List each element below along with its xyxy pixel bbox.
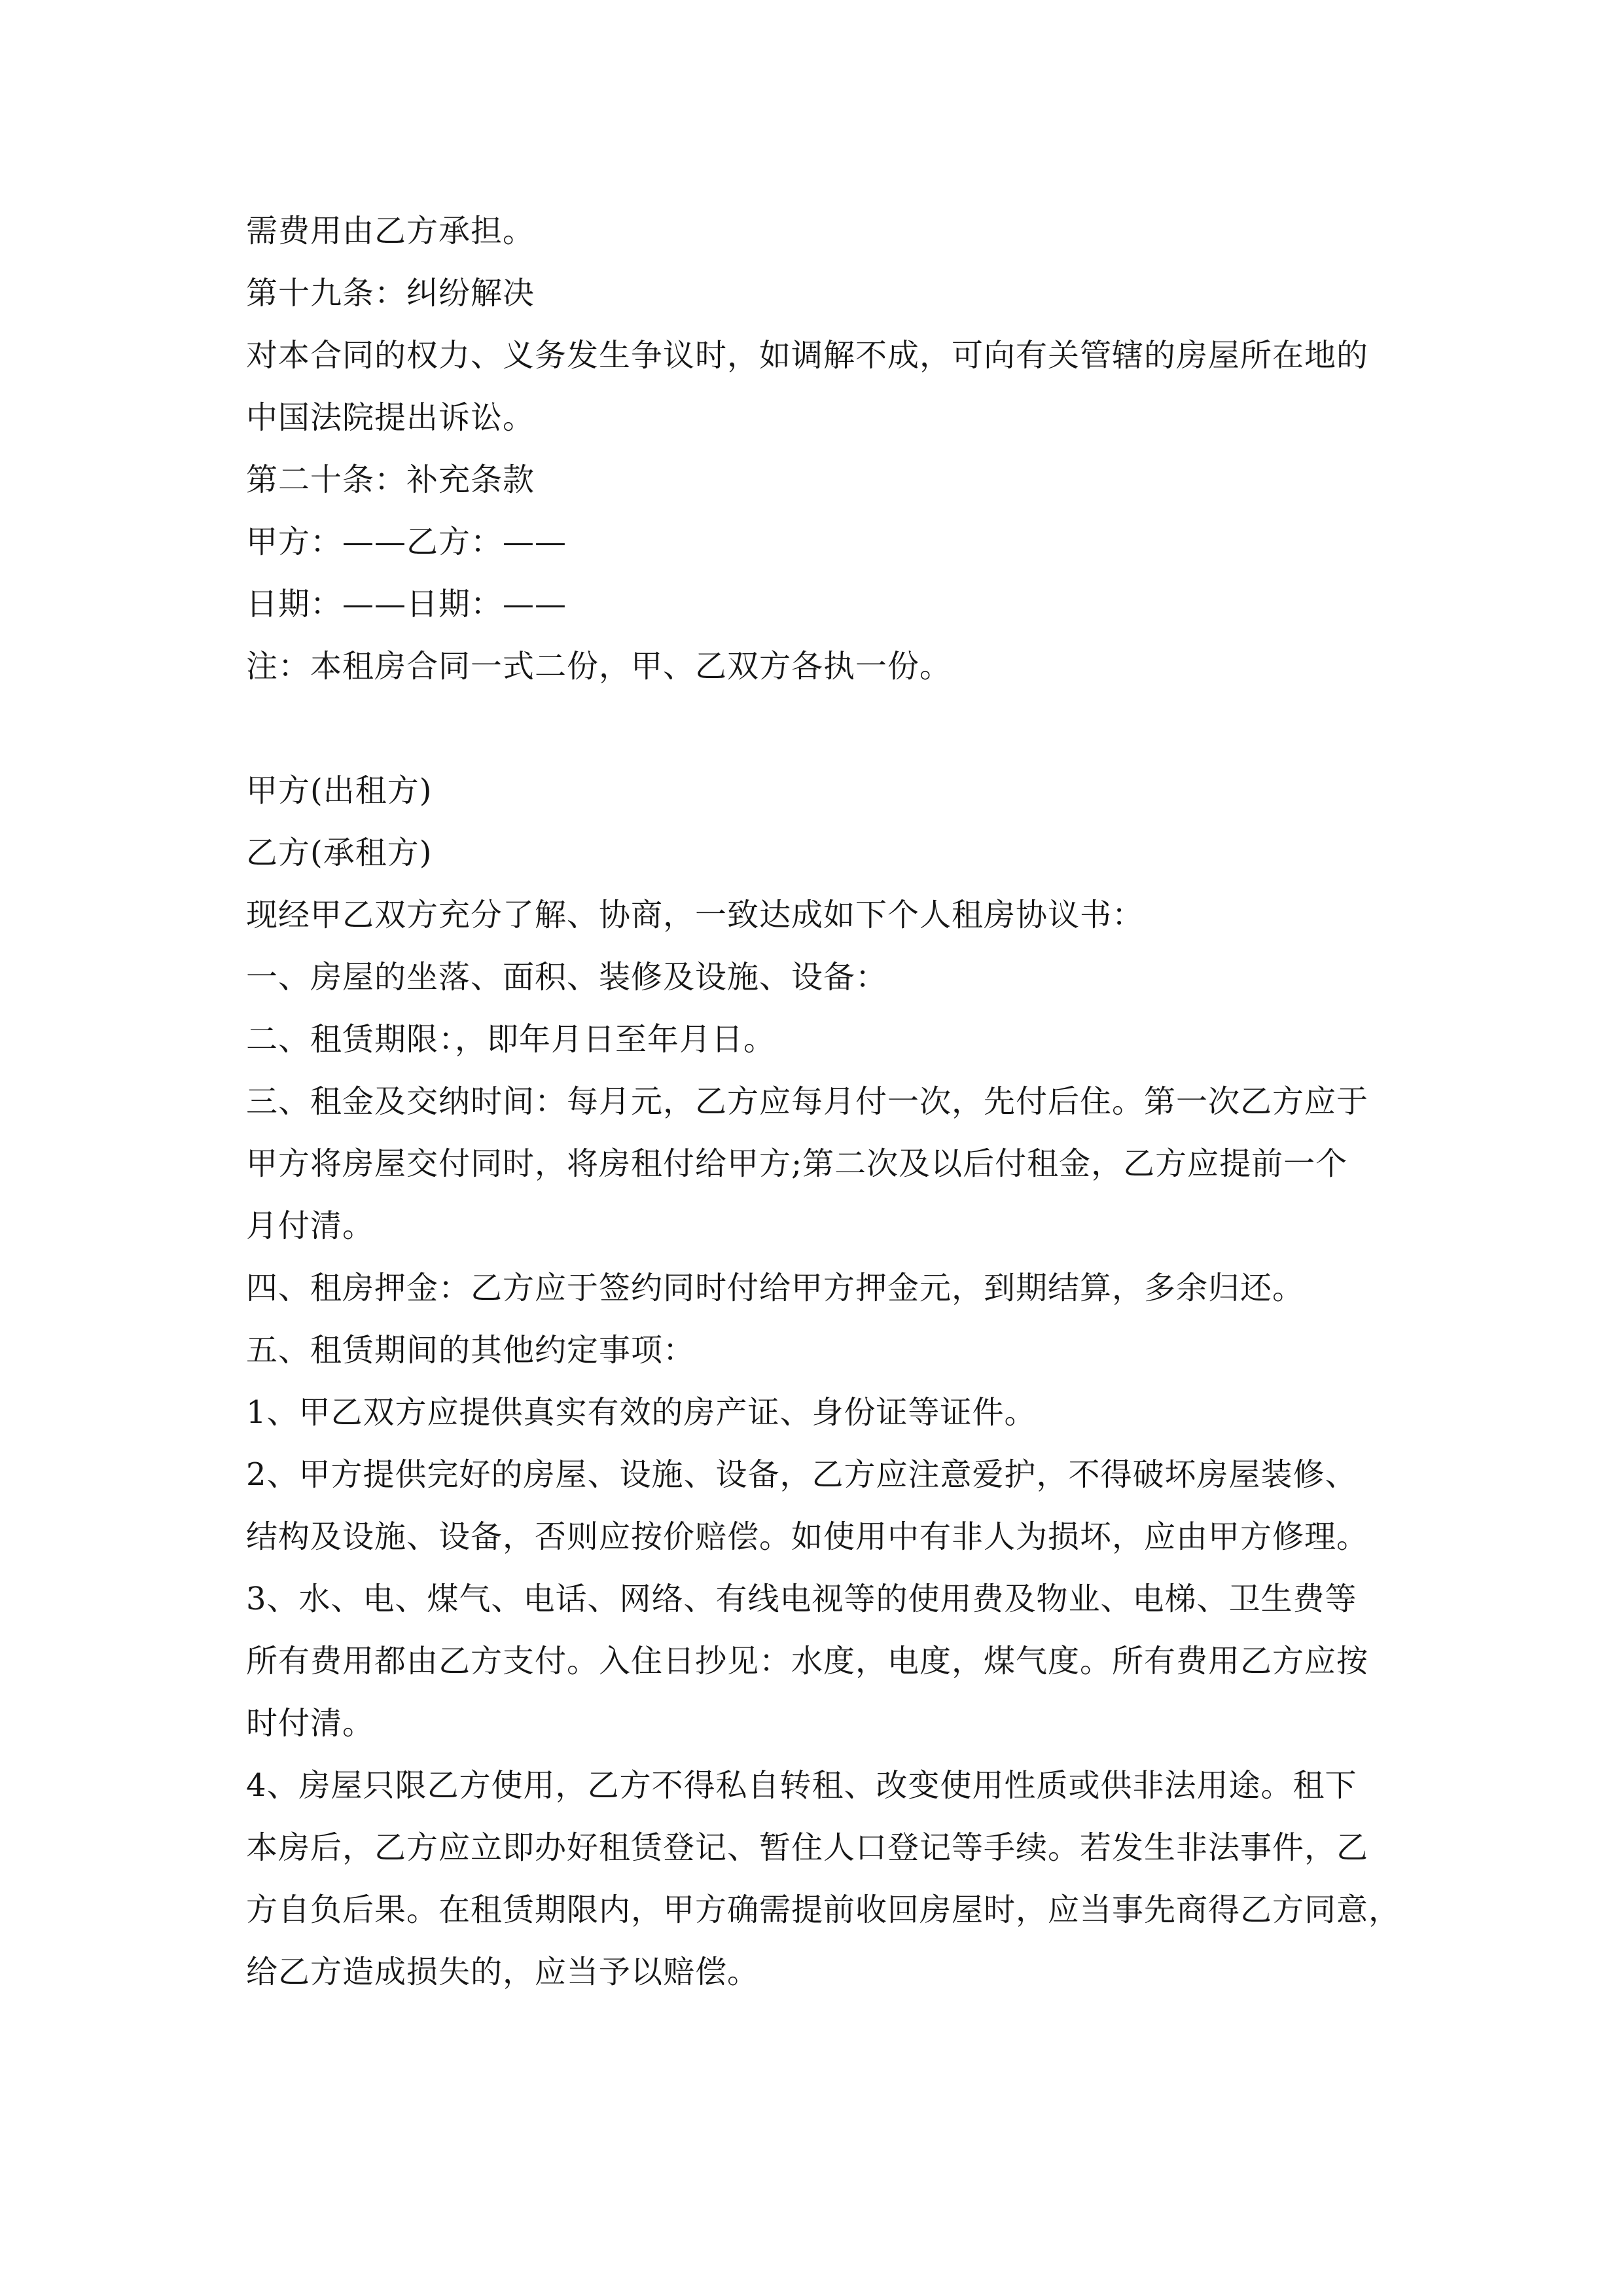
clause-line: 四、租房押金：乙方应于签约同时付给甲方押金元，到期结算，多余归还。 — [246, 1270, 1305, 1306]
list-item: 2、甲方提供完好的房屋、设施、设备，乙方应注意爱护，不得破坏房屋装修、 — [246, 1456, 1357, 1493]
date-line: 日期：——日期：—— — [246, 586, 567, 622]
text-line: 所有费用都由乙方支付。入住日抄见：水度，电度，煤气度。所有费用乙方应按 — [246, 1643, 1369, 1679]
list-item: 1、甲乙双方应提供真实有效的房产证、身份证等证件。 — [246, 1394, 1037, 1431]
clause-heading: 一、房屋的坐落、面积、装修及设施、设备： — [246, 959, 888, 996]
section-heading: 第二十条：补充条款 — [246, 461, 535, 498]
signature-line: 甲方：——乙方：—— — [246, 524, 567, 560]
note-line: 注：本租房合同一式二份，甲、乙双方各执一份。 — [246, 648, 952, 685]
list-item: 4、房屋只限乙方使用，乙方不得私自转租、改变使用性质或供非法用途。租下 — [246, 1767, 1357, 1804]
text-line: 甲方将房屋交付同时，将房租付给甲方;第二次及以后付租金，乙方应提前一个 — [246, 1145, 1348, 1182]
party-a-label: 甲方(出租方) — [246, 772, 433, 809]
clause-line: 三、租金及交纳时间：每月元，乙方应每月付一次，先付后住。第一次乙方应于 — [246, 1083, 1369, 1120]
text-line: 结构及设施、设备，否则应按价赔偿。如使用中有非人为损坏，应由甲方修理。 — [246, 1518, 1369, 1555]
list-item: 3、水、电、煤气、电话、网络、有线电视等的使用费及物业、电梯、卫生费等 — [246, 1581, 1357, 1617]
text-line: 方自负后果。在租赁期限内，甲方确需提前收回房屋时，应当事先商得乙方同意， — [246, 1892, 1401, 1928]
text-line: 中国法院提出诉讼。 — [246, 399, 535, 436]
text-line: 本房后，乙方应立即办好租赁登记、暂住人口登记等手续。若发生非法事件，乙 — [246, 1829, 1369, 1866]
section-heading: 第十九条：纠纷解决 — [246, 275, 535, 312]
text-line: 对本合同的权力、义务发生争议时，如调解不成，可向有关管辖的房屋所在地的 — [246, 337, 1369, 374]
text-line: 现经甲乙双方充分了解、协商，一致达成如下个人租房协议书： — [246, 897, 1145, 933]
text-line: 需费用由乙方承担。 — [246, 213, 535, 249]
party-b-label: 乙方(承租方) — [246, 834, 433, 871]
clause-heading: 五、租赁期间的其他约定事项： — [246, 1332, 696, 1369]
text-line: 给乙方造成损失的，应当予以赔偿。 — [246, 1954, 760, 1990]
clause-heading: 二、租赁期限：，即年月日至年月日。 — [246, 1021, 776, 1058]
text-line: 月付清。 — [246, 1208, 375, 1244]
text-line: 时付清。 — [246, 1705, 375, 1742]
